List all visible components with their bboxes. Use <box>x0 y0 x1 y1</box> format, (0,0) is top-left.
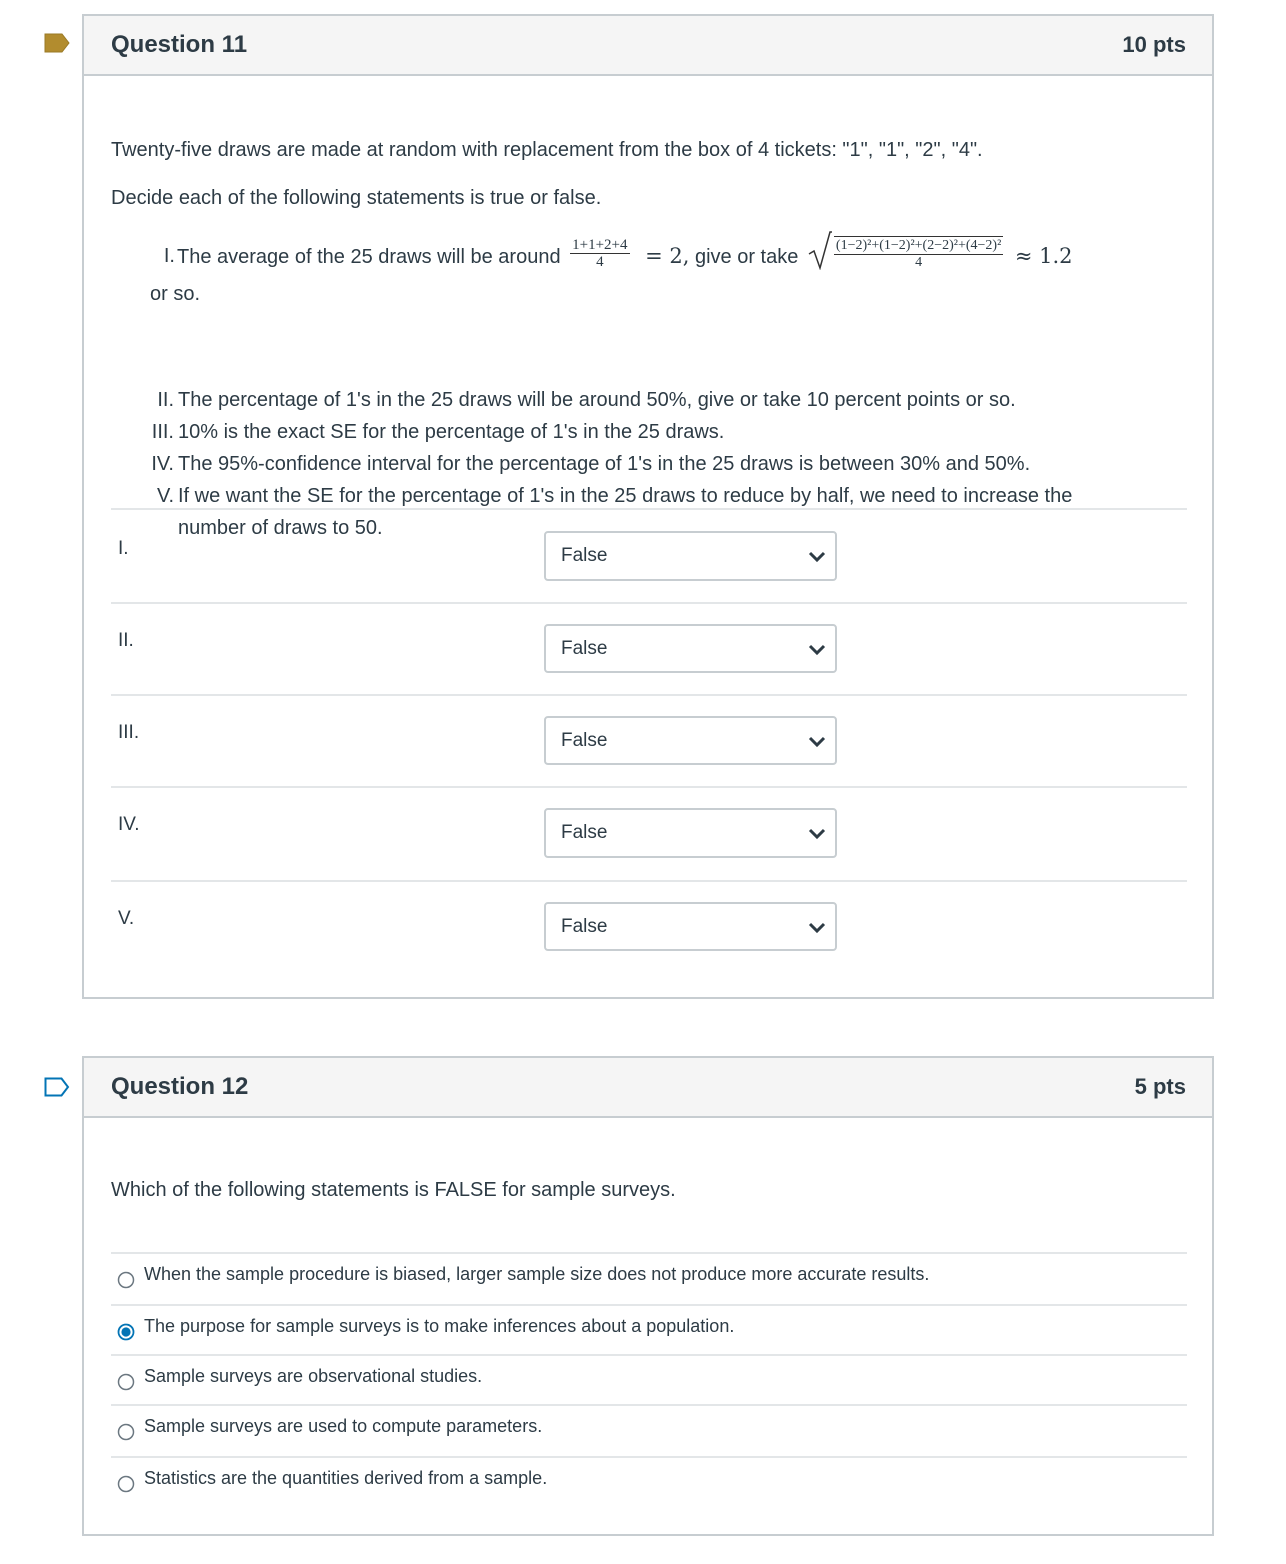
statement-text-b: give or take <box>694 246 799 268</box>
question-stem: Twenty-five draws are made at random with replacement from the box of 4 tickets: "1", "1", "2", "4". <box>111 139 983 161</box>
statement-text: If we want the SE for the percentage of 1's in the 25 draws to reduce by half, we need to increase the <box>178 485 1073 507</box>
answer-select[interactable] <box>544 531 837 581</box>
row-label: I. <box>118 538 129 559</box>
statement-text <box>177 237 1073 275</box>
statement-roman: IV. <box>151 453 174 475</box>
row-label: V. <box>118 908 135 929</box>
mean-fraction <box>570 237 629 270</box>
radio-selected-icon[interactable] <box>117 1323 135 1341</box>
dropdown-row <box>111 786 1187 880</box>
sqrt-expression <box>808 236 1003 271</box>
sqrt-numerator: (1−2)²+(1−2)²+(2−2)²+(4−2)² <box>835 238 1002 254</box>
row-label: II. <box>118 630 134 651</box>
fraction-denominator: 4 <box>596 254 604 271</box>
question-instruction: Decide each of the following statements is true or false. <box>111 187 602 209</box>
dropdown-row <box>111 602 1187 694</box>
sqrt-denominator: 4 <box>915 255 923 271</box>
select-value: False <box>561 637 608 659</box>
chevron-down-icon <box>807 547 827 567</box>
statement-roman: III. <box>151 421 174 443</box>
statement-roman: I. <box>163 245 175 267</box>
question-stem: Which of the following statements is FALSE for sample surveys. <box>111 1179 676 1201</box>
radio-unselected-icon[interactable] <box>117 1423 135 1441</box>
answer-select[interactable] <box>544 808 837 858</box>
radio-unselected-icon[interactable] <box>117 1271 135 1289</box>
answer-text: Statistics are the quantities derived from a sample. <box>144 1468 548 1488</box>
answer-text: Sample surveys are observational studies. <box>144 1366 483 1386</box>
row-label: IV. <box>118 814 140 835</box>
chevron-down-icon <box>807 824 827 844</box>
answer-select[interactable] <box>544 716 837 765</box>
answer-option[interactable] <box>111 1304 1187 1354</box>
answer-option[interactable] <box>111 1456 1187 1506</box>
row-label: III. <box>118 722 140 743</box>
question-12 <box>82 1056 1214 1536</box>
select-value: False <box>561 822 608 843</box>
question-body <box>84 1118 1212 1534</box>
answer-text: Sample surveys are used to compute parameters. <box>144 1416 543 1436</box>
radio-unselected-icon[interactable] <box>117 1373 135 1391</box>
statement-text-a: The average of the 25 draws will be around <box>177 246 561 268</box>
select-value: False <box>561 915 608 937</box>
flag-question-icon[interactable] <box>44 33 70 53</box>
dropdown-rows <box>111 508 1187 988</box>
statement-text: The 95%-confidence interval for the percentage of 1's in the 25 draws is between 30% and 50%. <box>178 453 1031 475</box>
equals-value: = 2, <box>645 244 690 268</box>
flag-question-icon[interactable] <box>44 1077 70 1097</box>
sqrt-fraction <box>834 236 1003 271</box>
dropdown-row <box>111 694 1187 786</box>
answer-option[interactable] <box>111 1404 1187 1454</box>
question-header <box>84 1058 1212 1118</box>
statement-roman: V. <box>156 485 174 507</box>
question-11 <box>82 14 1214 999</box>
select-value: False <box>561 729 608 751</box>
approx-value: ≈ 1.2 <box>1014 244 1073 268</box>
chevron-down-icon <box>807 640 827 660</box>
statement-text: The percentage of 1's in the 25 draws will be around 50%, give or take 10 percent points or so. <box>178 389 1016 411</box>
chevron-down-icon <box>807 732 827 752</box>
answer-select[interactable] <box>544 902 837 951</box>
statement-text: 10% is the exact SE for the percentage of 1's in the 25 draws. <box>178 421 725 443</box>
radio-unselected-icon[interactable] <box>117 1475 135 1493</box>
answer-option[interactable] <box>111 1252 1187 1302</box>
question-title: Question 11 <box>111 31 248 58</box>
statement-continuation: number of draws to 50. <box>178 517 383 539</box>
question-points: 10 pts <box>1122 32 1186 57</box>
statement-continuation: or so. <box>150 283 201 305</box>
answer-text: The purpose for sample surveys is to make inferences about a population. <box>144 1316 735 1336</box>
chevron-down-icon <box>807 918 827 938</box>
answer-text: When the sample procedure is biased, larger sample size does not produce more accurate results. <box>144 1264 930 1284</box>
statement-roman: II. <box>157 389 174 411</box>
fraction-numerator: 1+1+2+4 <box>572 237 628 254</box>
answer-option[interactable] <box>111 1354 1187 1404</box>
question-points: 5 pts <box>1134 1074 1186 1099</box>
statement-list <box>111 226 1187 539</box>
sqrt-sign-icon <box>808 230 832 270</box>
dropdown-row <box>111 880 1187 980</box>
dropdown-row <box>111 508 1187 602</box>
answer-select[interactable] <box>544 624 837 673</box>
question-header <box>84 16 1212 76</box>
question-title: Question 12 <box>111 1073 249 1100</box>
select-value: False <box>561 545 608 566</box>
question-body <box>84 76 1212 997</box>
